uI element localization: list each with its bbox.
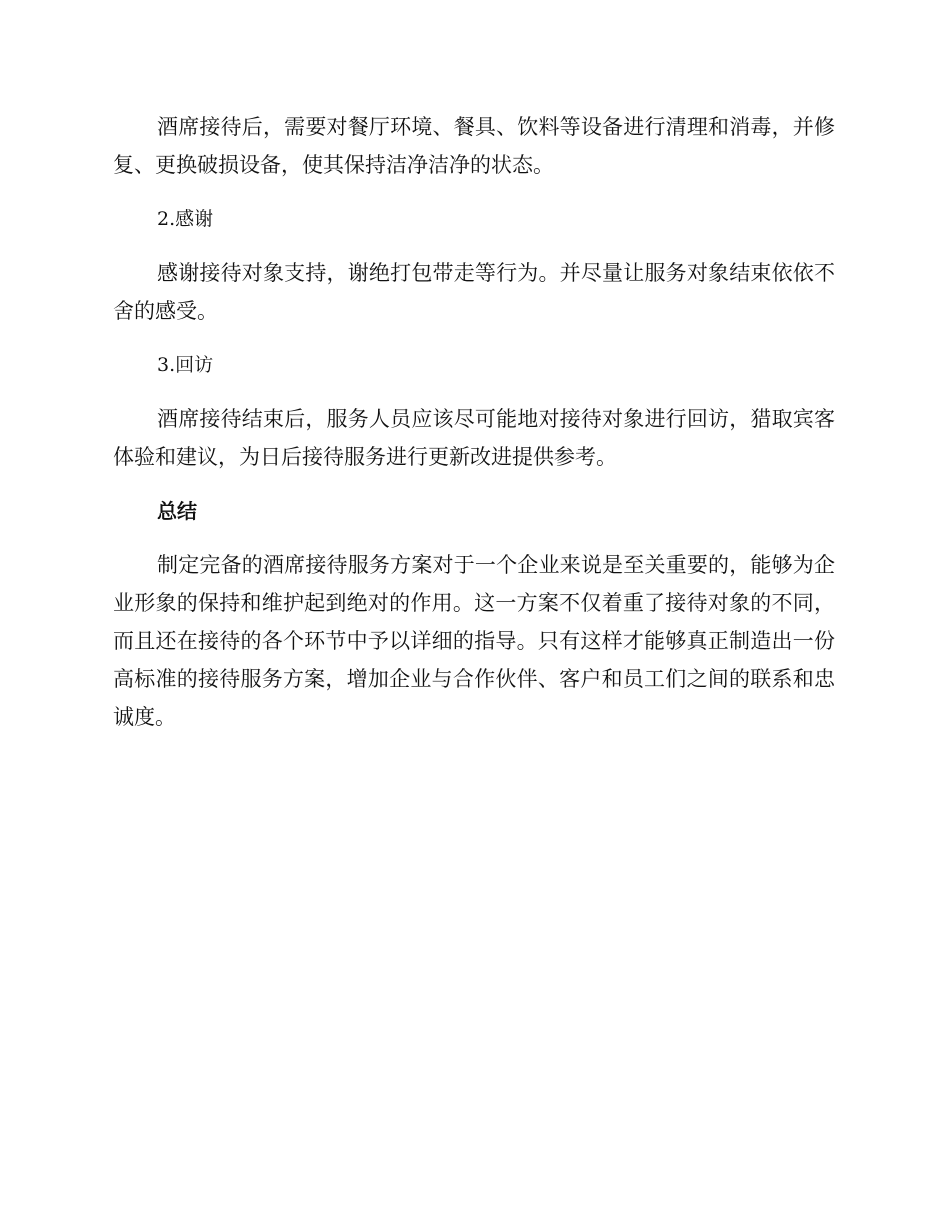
document-page	[113, 108, 835, 736]
subheading-thanks: 2.感谢	[157, 208, 214, 230]
subheading-revisit: 3.回访	[157, 354, 214, 376]
paragraph-thanks: 感谢接待对象支持，谢绝打包带走等行为。并尽量让服务对象结束依依不舍的感受。	[113, 261, 835, 323]
section-heading-summary: 总结	[157, 499, 197, 523]
paragraph-cleanup: 酒席接待后，需要对餐厅环境、餐具、饮料等设备进行清理和消毒，并修复、更换破损设备，使其保持洁净洁净的状态。	[113, 115, 835, 177]
paragraph-revisit: 酒席接待结束后，服务人员应该尽可能地对接待对象进行回访，猎取宾客体验和建议，为日后接待服务进行更新改进提供参考。	[113, 407, 835, 469]
paragraph-summary: 制定完备的酒席接待服务方案对于一个企业来说是至关重要的，能够为企业形象的保持和维护起到绝对的作用。这一方案不仅着重了接待对象的不同，而且还在接待的各个环节中予以详细的指导。只有这样才能够真正制造出一份高标准的接待服务方案，增加企业与合作伙伴、客户和员工们之间的联系和忠诚度。	[113, 553, 835, 729]
